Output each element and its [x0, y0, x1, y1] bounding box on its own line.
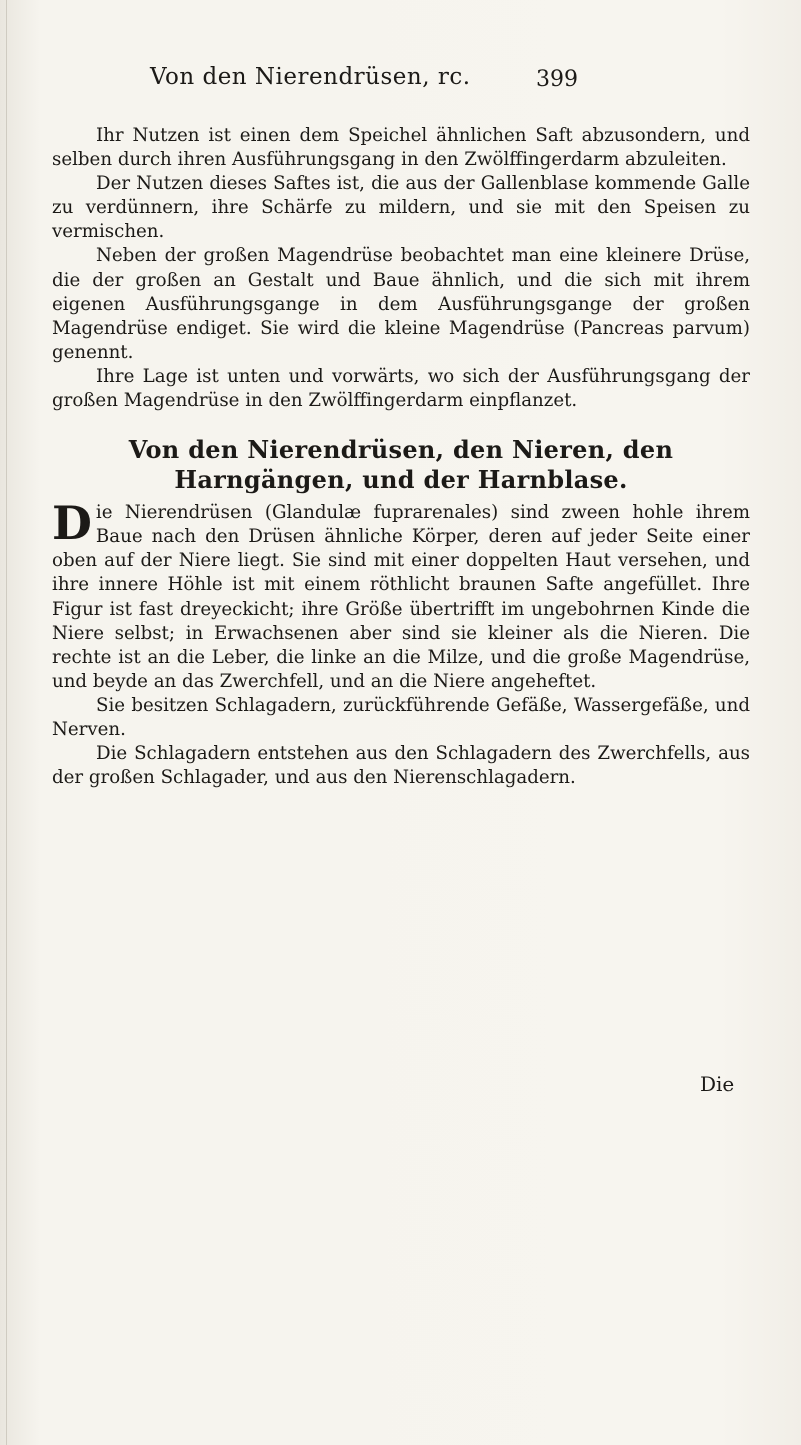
paragraph: Der Nutzen dieses Saftes ist, die aus der Gallenblase kommende Galle zu verdünnern, ihre Schärfe zu mildern, und sie mit den Speisen zu vermischen.	[52, 173, 750, 243]
section-heading-line: Von den Nierendrüsen, den Nieren, den	[128, 435, 674, 465]
page-number: 399	[536, 67, 578, 92]
paragraph: Ihre Lage ist unten und vorwärts, wo sich der Ausführungsgang der großen Magendrüse in den Zwölffingerdarm einpflanzet.	[52, 365, 750, 412]
drop-cap: D	[52, 496, 92, 551]
paragraph: Die Schlagadern entstehen aus den Schlagadern des Zwerchfells, aus der großen Schlagader, und aus den Nierenschlagadern.	[52, 743, 750, 789]
body-text	[52, 124, 750, 790]
paragraph: Ihr Nutzen ist einen dem Speichel ähnlichen Saft abzusondern, und selben durch ihren Ausführungsgang in den Zwölffingerdarm abzuleiten.	[52, 125, 750, 171]
section-paragraph	[52, 496, 750, 694]
paragraph: Sie besitzen Schlagadern, zurückführende Gefäße, Wassergefäße, und Nerven.	[52, 694, 750, 740]
section-heading-line: Harngängen, und der Harnblase.	[174, 465, 628, 495]
page-header	[0, 64, 801, 104]
catchword: Die	[700, 1072, 735, 1096]
running-head: Von den Nierendrüsen, rc.	[150, 64, 471, 90]
section-heading	[52, 435, 750, 495]
page-gutter	[6, 0, 7, 1445]
section-paragraph-text: ie Nierendrüsen (Glandulæ fuprarenales) sind zween hohle ihrem Baue nach den Drüsen ähnliche Körper, deren auf jeder Seite einer oben auf der Niere liegt. Sie sind mit einer doppelten Haut versehen, und ihre innere Höhle ist mit einem röthlicht braunen Safte angefüllet. Ihre Figur ist fast dreyeckicht; ihre Größe übertrifft im ungebohrnen Kinde die Niere selbst; in Erwachsenen aber sind sie kleiner als die Nieren. Die rechte ist an die Leber, die linke an die Milze, und die große Magendrüse, und beyde an das Zwerchfell, und an die Niere angeheftet.	[52, 502, 750, 692]
paragraph: Neben der großen Magendrüse beobachtet man eine kleinere Drüse, die der großen an Gestalt und Baue ähnlich, und die sich mit ihrem eigenen Ausführungsgange in dem Ausführungsgange der großen Magendrüse endiget. Sie wird die kleine Magendrüse (Pancreas parvum) genennt.	[52, 245, 750, 363]
